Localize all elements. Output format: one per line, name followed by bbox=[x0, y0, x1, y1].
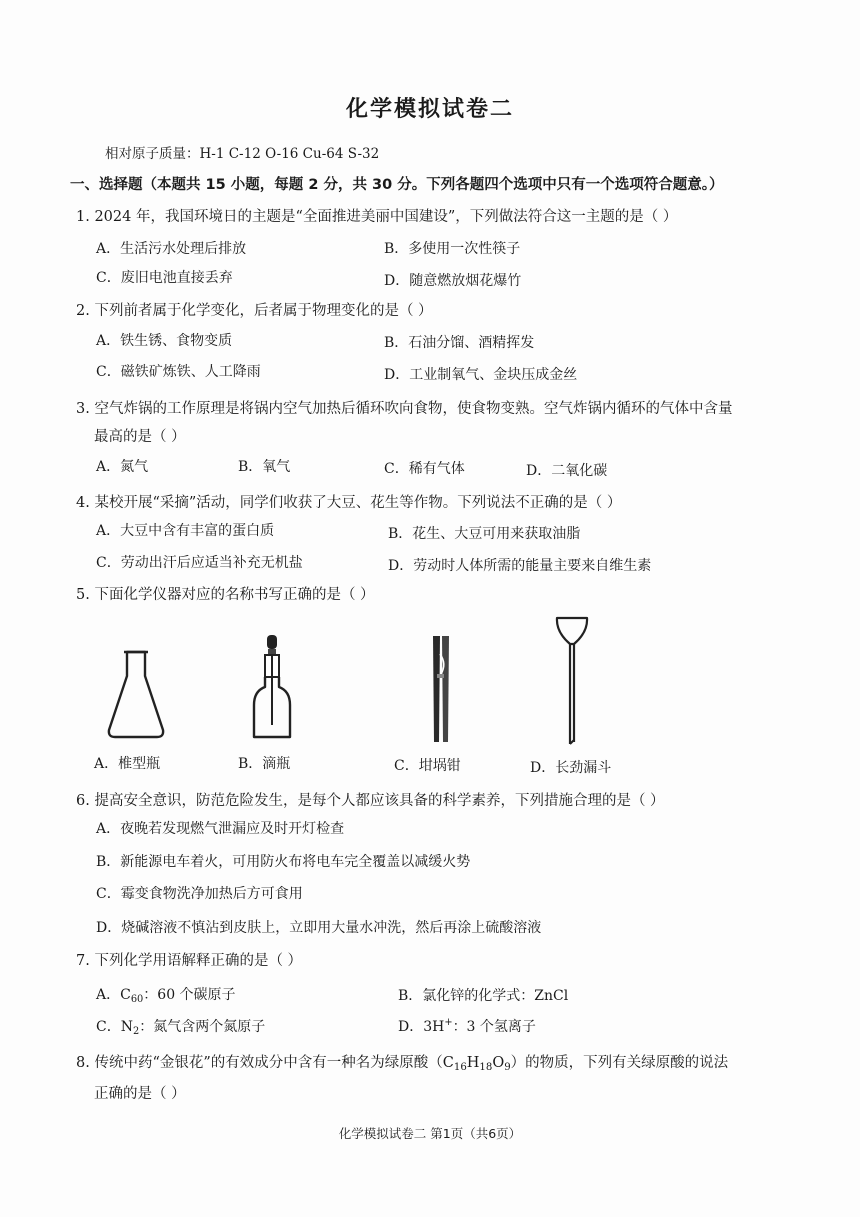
question-1-option-d: D．随意燃放烟花爆竹 bbox=[384, 273, 522, 289]
question-6-option-a: A．夜晚若发现燃气泄漏应及时开灯检查 bbox=[96, 821, 345, 837]
question-2-option-a: A．铁生锈、食物变质 bbox=[96, 333, 233, 349]
question-3-option-c: C．稀有气体 bbox=[384, 461, 465, 477]
dropper-bottle-image bbox=[248, 633, 296, 743]
question-7-option-a: A．$C_{60}$：60 个碳原子 bbox=[96, 987, 236, 1005]
question-1-option-a: A．生活污水处理后排放 bbox=[96, 241, 247, 257]
question-3-stem-line-1: 3. 空气炸锅的工作原理是将锅内空气加热后循环吹向食物，使食物变熟。空气炸锅内循环的气体中含量 bbox=[76, 401, 733, 417]
question-1-option-c: C．废旧电池直接丢弃 bbox=[96, 270, 233, 286]
question-4-stem: 4. 某校开展“采摘”活动，同学们收获了大豆、花生等作物。下列说法不正确的是（ ） bbox=[76, 495, 622, 511]
conical-flask-image bbox=[105, 648, 167, 740]
question-5-stem: 5. 下面化学仪器对应的名称书写正确的是（ ） bbox=[76, 587, 375, 603]
question-6-option-b: B．新能源电车着火，可用防火布将电车完全覆盖以减缓火势 bbox=[96, 854, 471, 870]
question-8-stem-line-2: 正确的是（ ） bbox=[94, 1086, 186, 1102]
question-3-option-b: B．氧气 bbox=[238, 459, 291, 475]
question-6-option-c: C．霉变食物洗净加热后方可食用 bbox=[96, 886, 303, 902]
question-6-option-d: D．烧碱溶液不慎沾到皮肤上，立即用大量水冲洗，然后再涂上硫酸溶液 bbox=[96, 920, 542, 936]
question-3-option-d: D．二氧化碳 bbox=[526, 463, 608, 479]
question-7-option-d: D．3H+：3 个氢离子 bbox=[398, 1017, 536, 1035]
section-heading: 一、选择题（本题共 15 小题，每题 2 分，共 30 分。下列各题四个选项中只有一个选项符合题意。） bbox=[70, 177, 724, 193]
page-title: 化学模拟试卷二 bbox=[345, 97, 514, 122]
page-footer: 化学模拟试卷二 第1页（共6页） bbox=[338, 1126, 522, 1141]
question-2-stem: 2. 下列前者属于化学变化，后者属于物理变化的是（ ） bbox=[76, 303, 433, 319]
long-neck-funnel-image bbox=[552, 614, 592, 748]
question-2-option-c: C．磁铁矿炼铁、人工降雨 bbox=[96, 364, 261, 380]
question-7-stem: 7. 下列化学用语解释正确的是（ ） bbox=[76, 953, 303, 969]
question-1-option-b: B．多使用一次性筷子 bbox=[384, 241, 521, 257]
question-5-option-d: D．长劲漏斗 bbox=[530, 760, 612, 776]
crucible-tongs-image bbox=[425, 634, 459, 746]
question-7-option-c: C．$N_2$：氮气含两个氮原子 bbox=[96, 1019, 266, 1037]
question-4-option-d: D．劳动时人体所需的能量主要来自维生素 bbox=[388, 558, 652, 574]
question-6-stem: 6. 提高安全意识，防范危险发生，是每个人都应该具备的科学素养，下列措施合理的是（ ） bbox=[76, 793, 665, 809]
question-5-option-b: B．滴瓶 bbox=[238, 756, 291, 772]
question-2-option-b: B．石油分馏、酒精挥发 bbox=[384, 335, 535, 351]
relative-atomic-masses: 相对原子质量：H-1 C-12 O-16 Cu-64 S-32 bbox=[105, 146, 380, 162]
question-8-stem-line-1: 8. 传统中药“金银花”的有效成分中含有一种名为绿原酸$(C_{16}H_{18}O_9)$的物质，下列有关绿原酸的说法 bbox=[76, 1055, 729, 1073]
question-4-option-b: B．花生、大豆可用来获取油脂 bbox=[388, 526, 581, 542]
question-7-option-b: B．氯化锌的化学式：ZnCl bbox=[398, 988, 569, 1004]
question-3-stem-line-2: 最高的是（ ） bbox=[94, 429, 186, 445]
question-5-option-a: A．椎型瓶 bbox=[94, 756, 161, 772]
question-5-option-c: C．坩埚钳 bbox=[394, 758, 461, 774]
question-4-option-a: A．大豆中含有丰富的蛋白质 bbox=[96, 523, 275, 539]
question-4-option-c: C．劳动出汗后应适当补充无机盐 bbox=[96, 555, 303, 571]
question-3-option-a: A．氮气 bbox=[96, 459, 149, 475]
question-2-option-d: D．工业制氧气、金块压成金丝 bbox=[384, 367, 578, 383]
question-1-stem: 1. 2024 年，我国环境日的主题是“全面推进美丽中国建设”，下列做法符合这一主题的是（ ） bbox=[76, 209, 678, 225]
